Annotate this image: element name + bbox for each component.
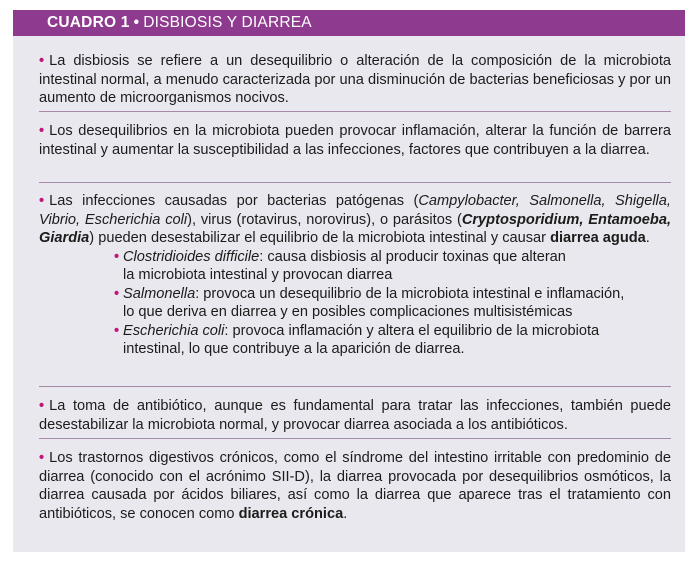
item-text: . <box>645 230 650 246</box>
sub-item-text: intestinal, lo que contribuye a la aparición de diarrea. <box>123 341 465 357</box>
list-item-desequilibrios <box>39 122 671 159</box>
box-header <box>13 10 685 36</box>
bacteria-names: Campylobacter, Salmonella, Shigella, Vibrio, Escherichia coli <box>39 193 671 228</box>
item-text: Los desequilibrios en la microbiota pueden provocar inflamación, alterar la función de barrera intestinal y aumentar la susceptibilidad a las infecciones, factores que contribuyen a la diarrea. <box>39 123 671 158</box>
divider <box>39 438 671 439</box>
bullet-icon: • <box>39 123 45 139</box>
box-title <box>47 14 312 32</box>
bullet-icon: • <box>114 322 120 339</box>
pathogen-name: Escherichia coli <box>123 322 225 339</box>
divider <box>39 182 671 183</box>
sub-item-clostridioides <box>39 248 671 285</box>
item-text: ), virus (rotavirus, norovirus), o parásitos ( <box>187 211 462 228</box>
list-item-trastornos <box>39 449 671 523</box>
sub-item-salmonella <box>39 285 671 322</box>
highlight-diarrea-cronica: diarrea crónica <box>238 505 344 522</box>
item-text: La disbiosis se refiere a un desequilibrio o alteración de la composición de la microbiota intestinal normal, a menudo caracterizada por una disminución de bacterias beneficiosas y por un aumento de microorganismos nocivos. <box>39 53 671 106</box>
bullet-icon: • <box>39 53 45 69</box>
item-text: La toma de antibiótico, aunque es fundamental para tratar las infecciones, también puede desestabilizar la microbiota normal, y provocar diarrea asociada a los antibióticos. <box>39 398 671 433</box>
highlight-diarrea-aguda: diarrea aguda <box>550 230 646 246</box>
title-separator: • <box>133 14 140 31</box>
list-item-disbiosis <box>39 52 671 108</box>
item-text: . <box>343 505 348 522</box>
parasite-names: Cryptosporidium, Entamoeba, Giardia <box>39 211 672 246</box>
pathogen-name: Clostridioides difficile <box>123 248 260 265</box>
bullet-icon: • <box>39 193 45 209</box>
sub-item-text: la microbiota intestinal y provocan diarrea <box>123 267 393 283</box>
box-title-text: DISBIOSIS Y DIARREA <box>143 14 312 31</box>
sub-item-text: : provoca un desequilibrio de la microbiota intestinal e inflamación, <box>195 285 625 302</box>
sub-item-text: : provoca inflamación y altera el equilibrio de la microbiota <box>224 322 600 339</box>
box-label: CUADRO 1 <box>47 14 130 31</box>
bullet-icon: • <box>114 285 120 302</box>
item-text: ) pueden desestabilizar el equilibrio de la microbiota intestinal y causar <box>89 230 551 246</box>
pathogen-list <box>39 248 671 359</box>
item-text: Los trastornos digestivos crónicos, como el síndrome del intestino irritable con predominio de diarrea (conocido con el acrónimo SII-D), la diarrea provocada por desequilibrios osmóticos, la diarrea causada por ácidos biliares, así como la diarrea que aparece tras el tratamiento con antibióticos, se conocen como <box>39 450 671 522</box>
divider <box>39 386 671 387</box>
info-box <box>13 10 685 552</box>
sub-item-escherichia <box>39 322 671 359</box>
list-item-infecciones <box>39 192 671 359</box>
divider <box>39 111 671 112</box>
list-item-antibioticos <box>39 397 671 434</box>
bullet-icon: • <box>39 450 45 466</box>
bullet-icon: • <box>114 248 120 265</box>
sub-item-text: : causa disbiosis al producir toxinas que alteran <box>259 248 566 265</box>
item-text: Las infecciones causadas por bacterias patógenas ( <box>49 193 419 209</box>
sub-item-text: lo que deriva en diarrea y en posibles complicaciones multisistémicas <box>123 304 573 320</box>
pathogen-name: Salmonella <box>123 285 196 302</box>
bullet-icon: • <box>39 398 45 414</box>
